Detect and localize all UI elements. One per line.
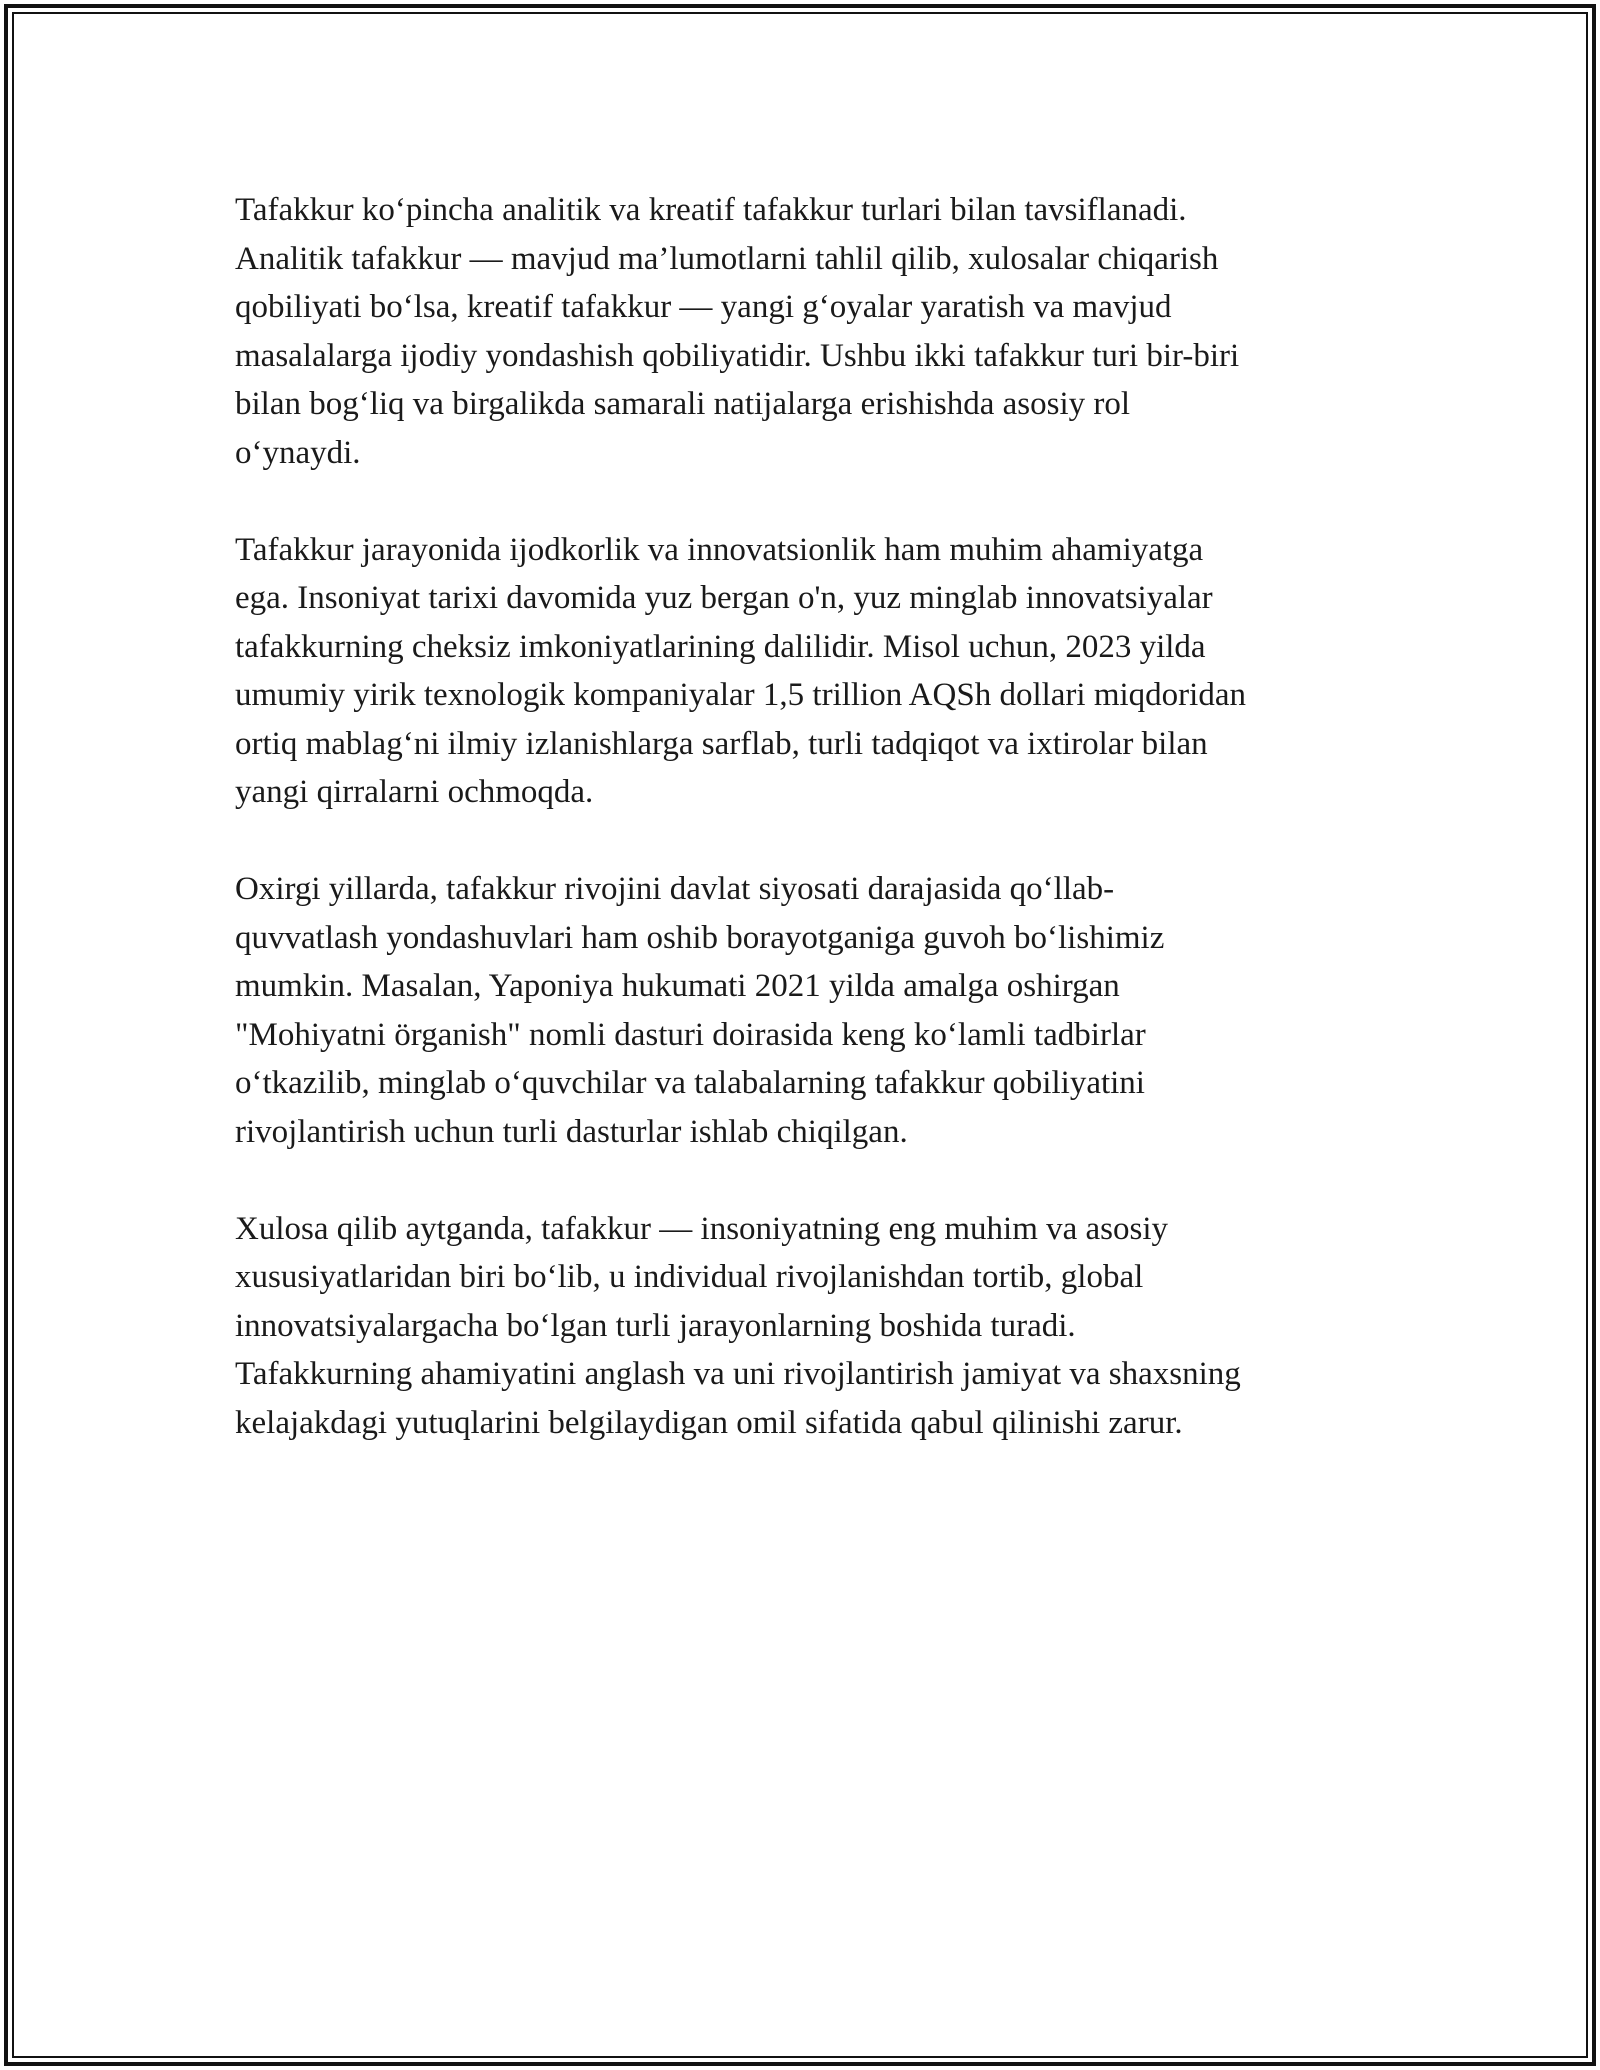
text-line: kelajakdagi yutuqlarini belgilaydigan omil sifatida qabul qilinishi zarur. [235,1404,1183,1441]
text-line: mumkin. Masalan, Yaponiya hukumati 2021 yilda amalga oshirgan [235,968,1120,1004]
text-line: bilan bog‘liq va birgalikda samarali natijalarga erishishda asosiy rol [235,386,1131,422]
paragraph-3 [235,865,1365,1156]
text-line: o‘tkazilib, minglab o‘quvchilar va talabalarning tafakkur qobiliyatini [235,1065,1145,1101]
text-line: Oxirgi yillarda, tafakkur rivojini davlat siyosati darajasida qo‘llab- [235,871,1115,907]
text-line: ortiq mablag‘ni ilmiy izlanishlarga sarflab, turli tadqiqot va ixtirolar bilan [235,725,1208,762]
text-line: masalalarga ijodiy yondashish qobiliyatidir. Ushbu ikki tafakkur turi bir-biri [235,337,1240,374]
paragraph-4 [235,1205,1365,1448]
text-line: quvvatlash yondashuvlari ham oshib borayotganiga guvoh bo‘lishimiz [235,919,1165,956]
text-line: umumiy yirik texnologik kompaniyalar 1,5 trillion AQSh dollari miqdoridan [235,677,1246,713]
text-line: o‘ynaydi. [235,434,361,471]
text-line: Tafakkurning ahamiyatini anglash va uni rivojlantirish jamiyat va shaxsning [235,1356,1241,1392]
text-line: qobiliyati bo‘lsa, kreatif tafakkur — yangi g‘oyalar yaratish va mavjud [235,289,1172,325]
text-line: xususiyatlaridan biri bo‘lib, u individual rivojlanishdan tortib, global [235,1259,1144,1295]
text-line: rivojlantirish uchun turli dasturlar ishlab chiqilgan. [235,1113,908,1150]
text-line: Tafakkur ko‘pincha analitik va kreatif tafakkur turlari bilan tavsiflanadi. [235,192,1187,228]
text-line: tafakkurning cheksiz imkoniyatlarining dalilidir. Misol uchun, 2023 yilda [235,628,1206,665]
text-line: Analitik tafakkur — mavjud ma’lumotlarni tahlil qilib, xulosalar chiqarish [235,240,1219,277]
paragraph-2 [235,526,1365,817]
document-body [235,186,1365,1496]
text-line: innovatsiyalargacha bo‘lgan turli jarayonlarning boshida turadi. [235,1307,1076,1344]
text-line: ega. Insoniyat tarixi davomida yuz bergan o'n, yuz minglab innovatsiyalar [235,580,1213,616]
text-line: Xulosa qilib aytganda, tafakkur — insoniyatning eng muhim va asosiy [235,1210,1169,1247]
paragraph-1 [235,186,1365,477]
text-line: yangi qirralarni ochmoqda. [235,774,594,810]
text-line: "Mohiyatni örganish" nomli dasturi doirasida keng ko‘lamli tadbirlar [235,1016,1146,1053]
text-line: Tafakkur jarayonida ijodkorlik va innovatsionlik ham muhim ahamiyatga [235,531,1204,568]
